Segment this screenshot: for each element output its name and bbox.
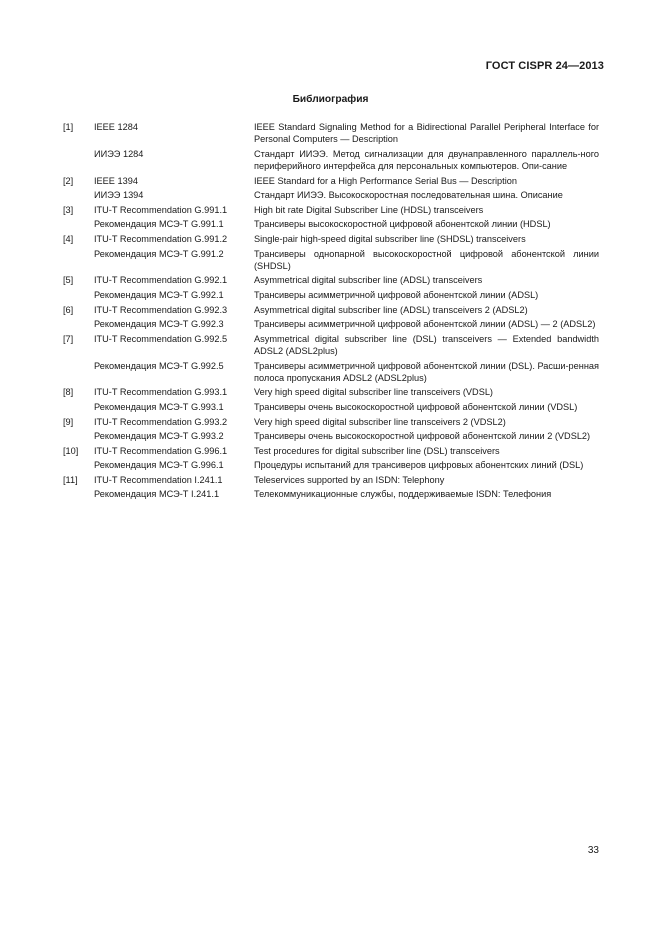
entry-reference: ITU-T Recommendation G.991.2 bbox=[94, 233, 228, 244]
bibliography-entry bbox=[63, 445, 599, 457]
page-title: Библиография bbox=[292, 94, 369, 105]
entry-reference: ИИЭЭ 1284 bbox=[94, 148, 144, 159]
bibliography-entry bbox=[63, 401, 599, 413]
bibliography-entry bbox=[63, 333, 599, 357]
entry-description: Asymmetrical digital subscriber line (ADSL) transceivers 2 (ADSL2) bbox=[254, 304, 528, 315]
entry-reference: Рекомендация МСЭ-Т G.993.2 bbox=[94, 431, 224, 442]
entry-reference: IEEE 1394 bbox=[94, 175, 138, 186]
bibliography-entry bbox=[63, 189, 599, 201]
entry-number: [11] bbox=[63, 474, 78, 485]
entry-description: Трансиверы асимметричной цифровой абонентской линии (DSL). Расши-ренная полоса пропускания ADSL2 (ADSL2plus) bbox=[254, 360, 599, 383]
bibliography-entry bbox=[63, 121, 599, 145]
page-number: 33 bbox=[587, 845, 599, 856]
entry-reference: ITU-T Recommendation G.993.2 bbox=[94, 416, 228, 427]
entry-reference: ITU-T Recommendation G.992.3 bbox=[94, 304, 228, 315]
bibliography-entry bbox=[63, 416, 599, 428]
bibliography-entry bbox=[63, 218, 599, 230]
entry-description: Single-pair high-speed digital subscriber line (SHDSL) transceivers bbox=[254, 233, 526, 244]
entry-description: Трансиверы асимметричной цифровой абонентской линии (ADSL) bbox=[254, 289, 539, 300]
entry-reference: Рекомендация МСЭ-Т G.991.1 bbox=[94, 219, 224, 230]
entry-description: Трансиверы однопарной высокоскоростной цифровой абонентской линии (SHDSL) bbox=[254, 248, 599, 271]
entry-reference: ITU-T Recommendation G.993.1 bbox=[94, 387, 228, 398]
bibliography-entry bbox=[63, 459, 599, 471]
entry-reference: ITU-T Recommendation G.992.1 bbox=[94, 275, 228, 286]
entry-reference: ITU-T Recommendation G.996.1 bbox=[94, 445, 228, 456]
bibliography-entry bbox=[63, 148, 599, 172]
entry-number: [7] bbox=[63, 333, 74, 344]
bibliography-entry bbox=[63, 274, 599, 286]
entry-reference: IEEE 1284 bbox=[94, 122, 138, 132]
entry-number: [8] bbox=[63, 387, 74, 398]
entry-number: [6] bbox=[63, 304, 74, 315]
bibliography-list bbox=[63, 121, 599, 503]
entry-reference: ITU-T Recommendation I.241.1 bbox=[94, 474, 223, 485]
bibliography-entry bbox=[63, 304, 599, 316]
entry-description: Трансиверы очень высокоскоростной цифровой абонентской линии (VDSL) bbox=[254, 401, 578, 412]
bibliography-entry bbox=[63, 175, 599, 187]
entry-description: Very high speed digital subscriber line transceivers (VDSL) bbox=[254, 387, 493, 398]
entry-reference: Рекомендация МСЭ-Т G.993.1 bbox=[94, 401, 224, 412]
bibliography-entry bbox=[63, 204, 599, 216]
entry-description: High bit rate Digital Subscriber Line (HDSL) transceivers bbox=[254, 204, 484, 215]
entry-reference: Рекомендация МСЭ-Т G.996.1 bbox=[94, 460, 224, 471]
bibliography-entry bbox=[63, 360, 599, 384]
entry-description: Стандарт ИИЭЭ. Метод сигнализации для двунаправленного параллель-ного периферийного интерфейса для персональных компьютеров. Опи-сание bbox=[254, 148, 599, 171]
document-code: ГОСТ CISPR 24—2013 bbox=[485, 60, 604, 72]
entry-reference: Рекомендация МСЭ-Т G.992.5 bbox=[94, 360, 224, 371]
entry-reference: ITU-T Recommendation G.992.5 bbox=[94, 333, 228, 344]
entry-number: [4] bbox=[63, 233, 74, 244]
entry-description: Процедуры испытаний для трансиверов цифровых абонентских линий (DSL) bbox=[254, 460, 584, 471]
entry-reference: Рекомендация МСЭ-Т G.991.2 bbox=[94, 248, 224, 259]
entry-description: Teleservices supported by an ISDN: Telephony bbox=[254, 474, 445, 485]
entry-reference: Рекомендация МСЭ-Т G.992.3 bbox=[94, 319, 224, 330]
entry-reference: Рекомендация МСЭ-Т G.992.1 bbox=[94, 289, 224, 300]
entry-reference: ITU-T Recommendation G.991.1 bbox=[94, 204, 228, 215]
entry-number: [2] bbox=[63, 175, 74, 186]
bibliography-entry bbox=[63, 318, 599, 330]
entry-description: Asymmetrical digital subscriber line (ADSL) transceivers bbox=[254, 275, 483, 286]
entry-description: IEEE Standard Signaling Method for a Bidirectional Parallel Peripheral Interface for Personal Computers — Description bbox=[254, 122, 599, 145]
entry-description: Телекоммуникационные службы, поддерживаемые ISDN: Телефония bbox=[254, 489, 552, 500]
bibliography-entry bbox=[63, 430, 599, 442]
entry-number: [9] bbox=[63, 416, 74, 427]
entry-number: [3] bbox=[63, 204, 74, 215]
entry-description: Трансиверы высокоскоростной цифровой абонентской линии (HDSL) bbox=[254, 219, 551, 230]
entry-reference: Рекомендация МСЭ-Т I.241.1 bbox=[94, 489, 220, 500]
entry-number: [10] bbox=[63, 445, 79, 456]
entry-number: [1] bbox=[63, 122, 74, 132]
bibliography-entry bbox=[63, 289, 599, 301]
entry-description: Very high speed digital subscriber line transceivers 2 (VDSL2) bbox=[254, 416, 506, 427]
bibliography-entry bbox=[63, 248, 599, 272]
entry-description: Test procedures for digital subscriber line (DSL) transceivers bbox=[254, 445, 500, 456]
entry-description: Трансиверы асимметричной цифровой абонентской линии (ADSL) — 2 (ADSL2) bbox=[254, 319, 596, 330]
bibliography-entry bbox=[63, 488, 599, 500]
entry-description: Трансиверы очень высокоскоростной цифровой абонентской линии 2 (VDSL2) bbox=[254, 431, 591, 442]
entry-description: Asymmetrical digital subscriber line (DSL) transceivers — Extended bandwidth ADSL2 (ADSL2plus) bbox=[254, 333, 599, 356]
entry-description: IEEE Standard for a High Performance Serial Bus — Description bbox=[254, 175, 517, 186]
entry-reference: ИИЭЭ 1394 bbox=[94, 190, 144, 201]
bibliography-entry bbox=[63, 386, 599, 398]
bibliography-entry bbox=[63, 233, 599, 245]
entry-number: [5] bbox=[63, 275, 74, 286]
entry-description: Стандарт ИИЭЭ. Высокоскоростная последовательная шина. Описание bbox=[254, 190, 563, 201]
bibliography-entry bbox=[63, 474, 599, 486]
